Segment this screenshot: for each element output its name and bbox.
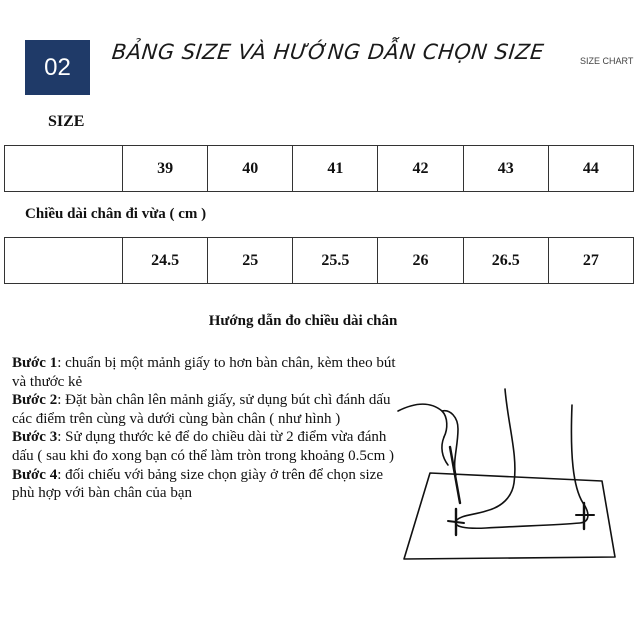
size-row-label: SIZE (48, 113, 85, 130)
section-number: 02 (44, 53, 71, 81)
step-label: Bước 3 (12, 429, 58, 446)
step-2 (12, 391, 397, 428)
length-table-blank-cell (5, 238, 123, 284)
foot-length-table (4, 237, 634, 284)
step-1 (12, 354, 397, 391)
step-label: Bước 2 (12, 392, 58, 409)
step-text: : đối chiếu với bảng size chọn giày ở trên để chọn size phù hợp với bàn chân của bạn (12, 466, 384, 502)
step-label: Bước 4 (12, 466, 58, 483)
size-cell: 42 (378, 146, 463, 192)
step-text: : Sử dụng thước kẻ để do chiều dài từ 2 điểm vừa đánh dấu ( sau khi đo xong bạn có thể làm tròn trong khoảng 0.5cm ) (12, 429, 395, 464)
size-cell: 41 (293, 146, 378, 192)
size-row (5, 146, 634, 192)
step-3 (12, 428, 397, 465)
length-cell: 26.5 (463, 238, 548, 284)
measure-steps (12, 354, 397, 503)
foot-measuring-illustration (390, 385, 628, 565)
hand-outline (442, 411, 458, 475)
step-4 (12, 466, 397, 503)
size-table-blank-cell (5, 146, 123, 192)
step-text: : Đặt bàn chân lên mảnh giấy, sử dụng bút chì đánh dấu các điểm trên cùng và dưới cùng bàn chân ( như hình ) (12, 392, 391, 427)
length-cell: 27 (548, 238, 633, 284)
size-cell: 39 (123, 146, 208, 192)
length-cell: 25.5 (293, 238, 378, 284)
foot-length-label: Chiều dài chân đi vừa ( cm ) (25, 206, 207, 222)
step-text: : chuẩn bị một mảnh giấy to hơn bàn chân, kèm theo bút và thước kẻ (12, 355, 396, 390)
section-number-badge (25, 40, 90, 95)
length-cell: 25 (208, 238, 293, 284)
size-cell: 40 (208, 146, 293, 192)
step-label: Bước 1 (12, 355, 58, 371)
measure-guide-title: Hướng dẫn đo chiều dài chân (208, 313, 398, 329)
size-cell: 44 (548, 146, 633, 192)
foot-outline (456, 389, 588, 528)
page-title: BẢNG SIZE VÀ HƯỚNG DẪN CHỌN SIZE (110, 40, 546, 64)
length-row (5, 238, 634, 284)
size-table (4, 145, 634, 192)
size-cell: 43 (463, 146, 548, 192)
size-chart-tag: SIZE CHART (580, 56, 634, 66)
length-cell: 26 (378, 238, 463, 284)
arm-outline (398, 404, 447, 437)
length-cell: 24.5 (123, 238, 208, 284)
